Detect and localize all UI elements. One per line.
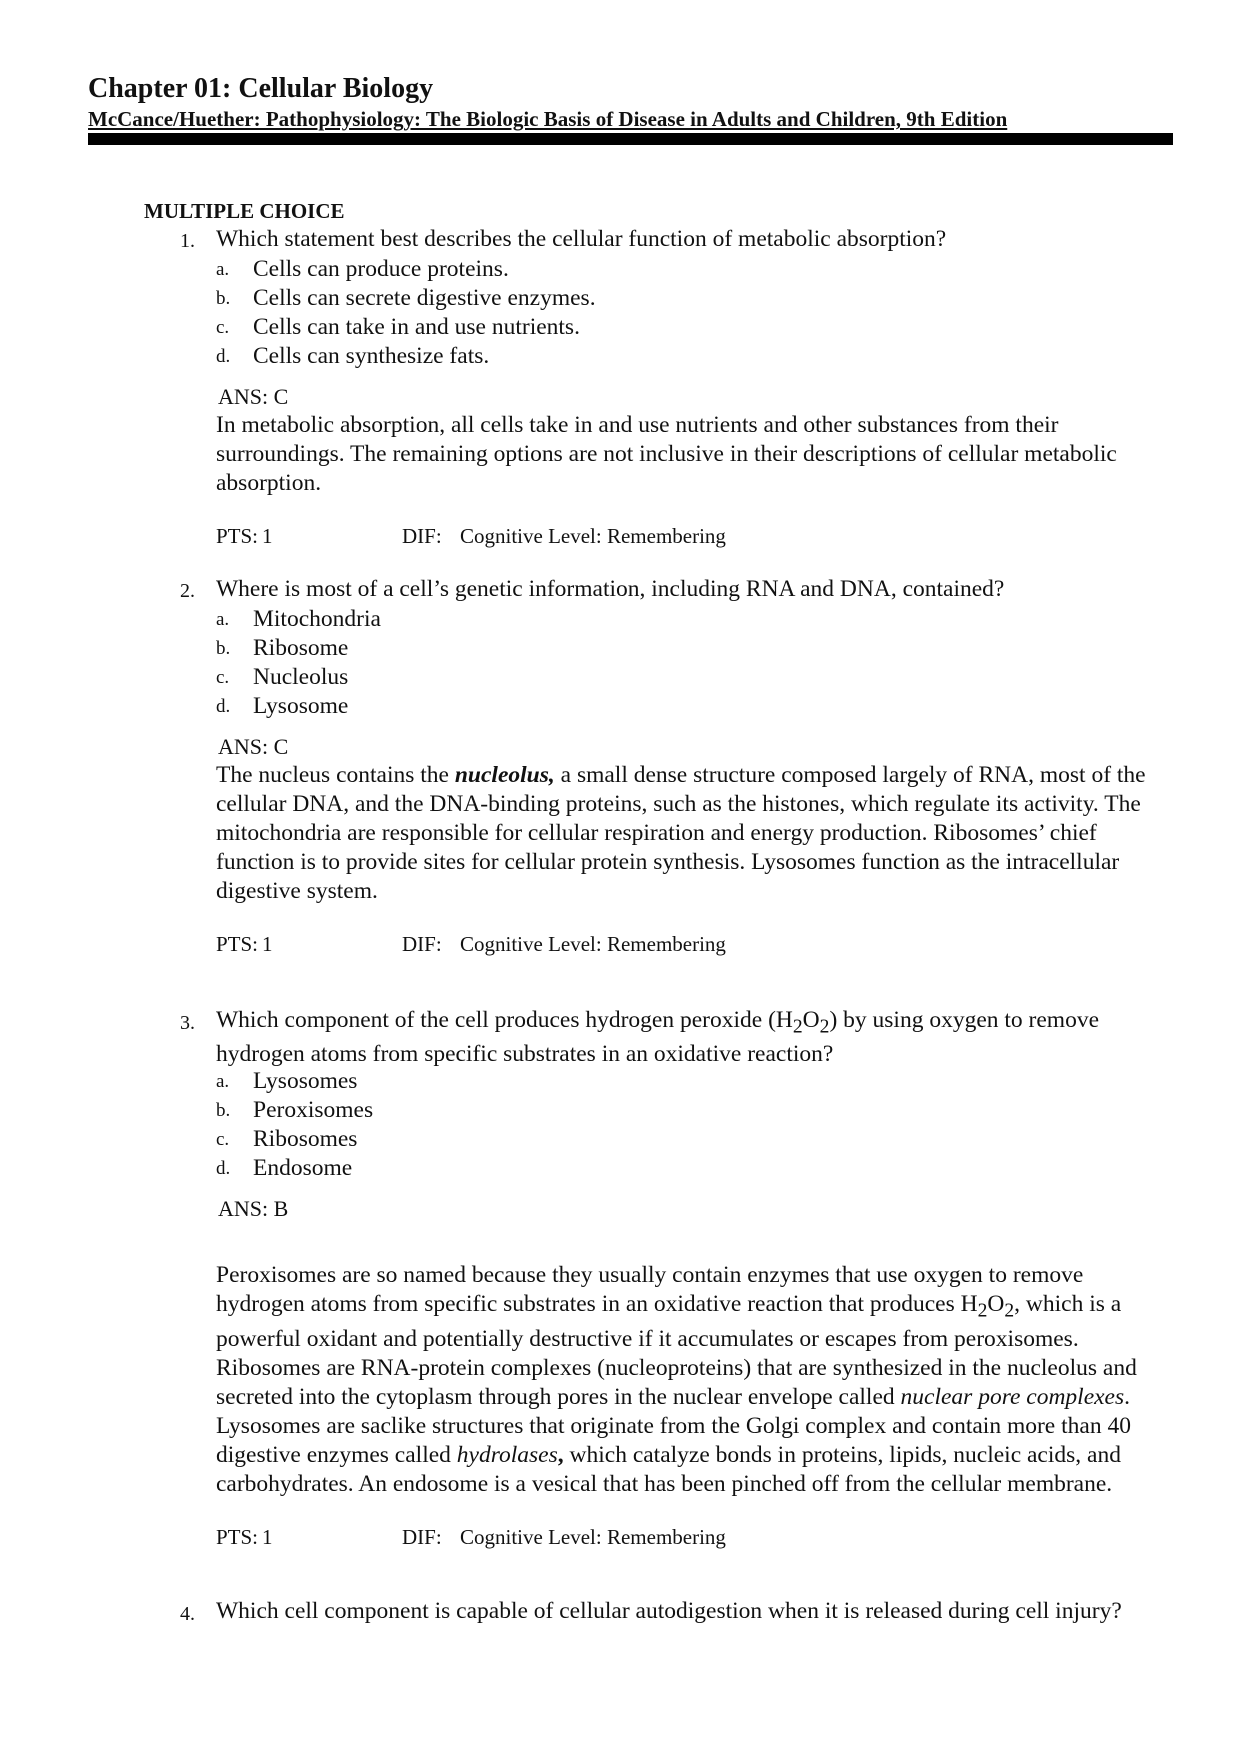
rationale: Peroxisomes are so named because they usually contain enzymes that use oxygen to remove hydrogen atoms from specific substrates in an oxidative reaction that produces $H_2O_2$, which is a powerful oxidant and potentially destructive if it accumulates or escapes from peroxisomes. Ribosomes are RNA-protein complexes (nucleoproteins) that are synthesized in the nucleolus and secreted into the cytoplasm through pores in the nuclear envelope called nuclear pore complexes. Lysosomes are saclike structures that originate from the Golgi complex and contain more than 40 digestive enzymes called hydrolases, which catalyze bonds in proteins, lipids, nucleic acids, and carbohydrates. An endosome is a vesical that has been pinched off from the cellular membrane. bbox=[216, 1261, 1137, 1498]
book-subtitle: McCance/Huether: Pathophysiology: The Biologic Basis of Disease in Adults and Children, 9th Edition bbox=[88, 107, 1008, 131]
answer-key: ANS: C bbox=[218, 734, 289, 759]
question-number: 2. bbox=[180, 580, 195, 602]
option-a: a. Mitochondria bbox=[216, 606, 381, 632]
option-b: b. Peroxisomes bbox=[216, 1096, 374, 1123]
option-d: d. Endosome bbox=[216, 1154, 353, 1181]
option-c: c. Ribosomes bbox=[216, 1125, 358, 1152]
rationale: In metabolic absorption, all cells take in and use nutrients and other substances from their surroundings. The remaining options are not inclusive in their descriptions of cellular metabolic absorption. bbox=[216, 412, 1117, 496]
option-c: c. Nucleolus bbox=[216, 664, 349, 690]
question-stem: Which cell component is capable of cellular autodigestion when it is released during cell injury? bbox=[216, 1598, 1122, 1624]
question-number: 4. bbox=[180, 1603, 195, 1625]
option-d: d. Cells can synthesize fats. bbox=[216, 343, 490, 369]
pts-label: PTS: bbox=[216, 1525, 259, 1550]
section-title: MULTIPLE CHOICE bbox=[144, 199, 345, 223]
question-2 bbox=[180, 575, 1160, 958]
option-a: a. Lysosomes bbox=[216, 1067, 358, 1094]
dif-value: Cognitive Level: Remembering bbox=[460, 524, 726, 548]
emphasis-term: nucleolus, bbox=[454, 762, 555, 788]
question-stem: Which statement best describes the cellular function of metabolic absorption? bbox=[216, 226, 947, 252]
question-meta bbox=[216, 522, 1160, 550]
dif-value: Cognitive Level: Remembering bbox=[460, 1525, 726, 1550]
option-b: b. Ribosome bbox=[216, 635, 349, 661]
pts-value: 1 bbox=[262, 932, 273, 956]
header-rule bbox=[88, 133, 1173, 145]
question-1 bbox=[180, 225, 1160, 550]
question-stem: Which component of the cell produces hydrogen peroxide $(H_2O_2)$ by using oxygen to remove hydrogen atoms from specific substrates in an oxidative reaction? bbox=[216, 1007, 1100, 1067]
dif-label: DIF: bbox=[402, 1525, 442, 1550]
dif-label: DIF: bbox=[402, 932, 442, 956]
emphasis-term: hydrolases bbox=[456, 1442, 558, 1469]
option-b: b. Cells can secrete digestive enzymes. bbox=[216, 285, 596, 311]
option-a: a. Cells can produce proteins. bbox=[216, 256, 509, 282]
pts-value: 1 bbox=[262, 524, 273, 548]
emphasis-term: nuclear pore complexes bbox=[900, 1384, 1125, 1411]
chapter-title: Chapter 01: Cellular Biology bbox=[88, 73, 434, 104]
question-4 bbox=[180, 1598, 1160, 1628]
pts-value: 1 bbox=[262, 1525, 273, 1550]
dif-value: Cognitive Level: Remembering bbox=[460, 932, 726, 956]
document-header bbox=[88, 72, 1173, 132]
option-d: d. Lysosome bbox=[216, 693, 349, 719]
question-stem: Where is most of a cell’s genetic information, including RNA and DNA, contained? bbox=[216, 576, 1005, 602]
question-3 bbox=[180, 1007, 1160, 1551]
option-c: c. Cells can take in and use nutrients. bbox=[216, 314, 580, 340]
dif-label: DIF: bbox=[402, 524, 442, 548]
question-meta bbox=[216, 930, 1160, 958]
answer-key: ANS: B bbox=[218, 1195, 289, 1221]
pts-label: PTS: bbox=[216, 932, 259, 956]
answer-key: ANS: C bbox=[218, 384, 289, 409]
question-number: 1. bbox=[180, 230, 195, 252]
rationale: The nucleus contains the nucleolus, a small dense structure composed largely of RNA, most of the cellular DNA, and the DNA-binding proteins, such as the histones, which regulate its activity. The mitochondria are responsible for cellular respiration and energy production. Ribosomes’ chief function is to provide sites for cellular protein synthesis. Lysosomes function as the intracellular digestive system. bbox=[216, 762, 1146, 904]
question-number: 3. bbox=[180, 1012, 195, 1034]
question-meta bbox=[216, 1523, 1160, 1551]
pts-label: PTS: bbox=[216, 524, 259, 548]
